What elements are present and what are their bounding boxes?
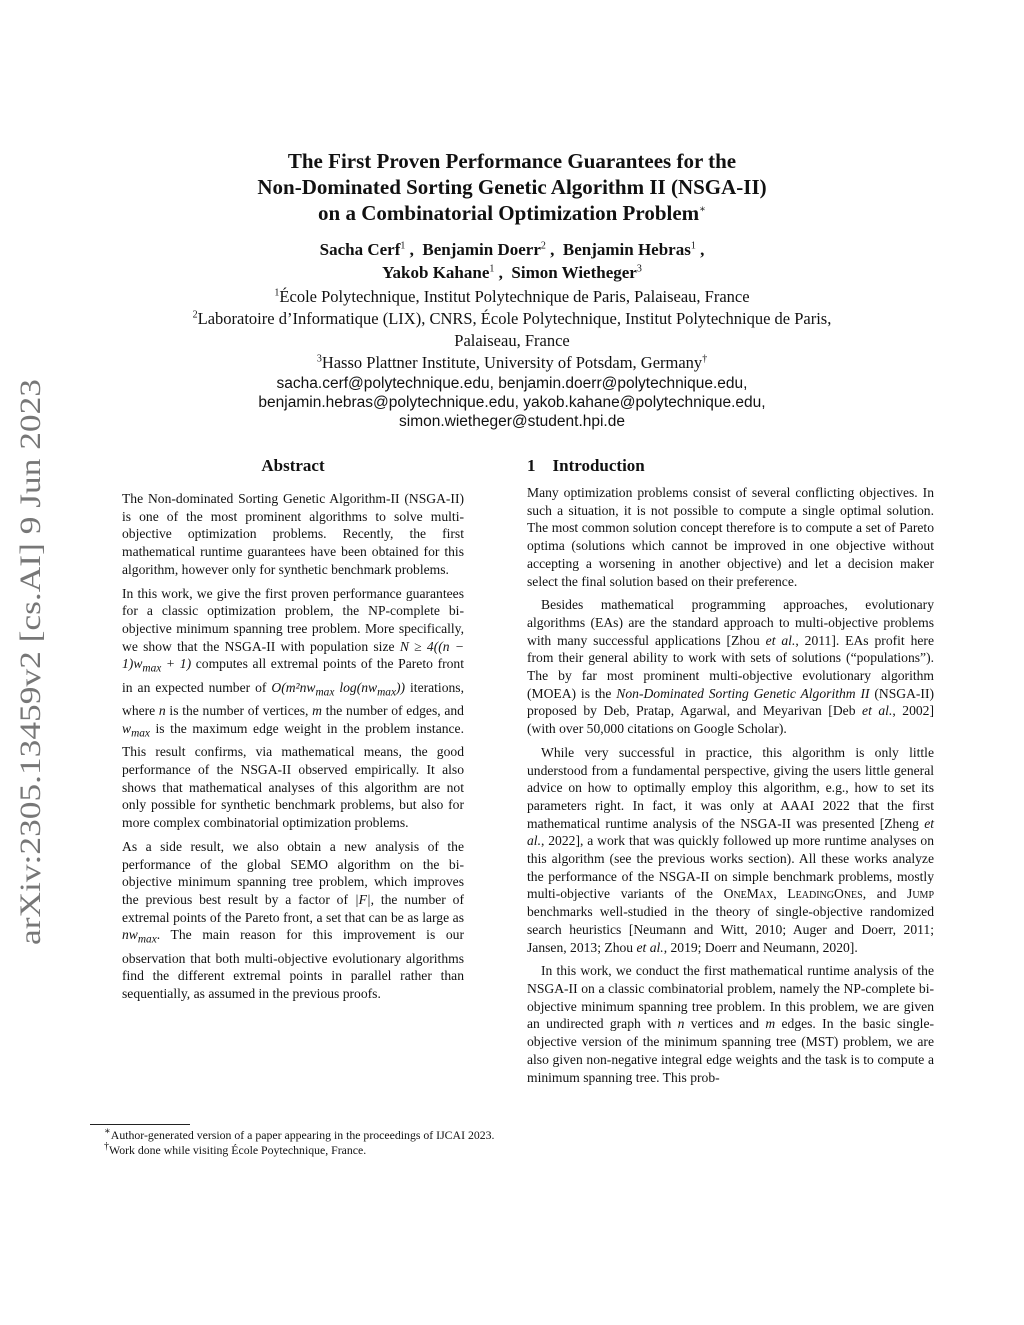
title-line-1: The First Proven Performance Guarantees for the [287, 149, 737, 173]
author-affil-mark: 2 [540, 240, 546, 252]
footnotes [90, 1128, 515, 1158]
footnote-text: Work done while visiting École Poytechnique, France. [109, 1143, 367, 1157]
benchmark-onemax: OneMax [723, 886, 774, 902]
text: edges. In the basic single-objective version of the minimum spanning tree (MST) problem, we are also given non-negative integral edge weights and the task is to compute a minimum spanning tree. This prob- [527, 1016, 935, 1085]
author-affil-mark: 1 [690, 240, 696, 252]
footnote-2 [90, 1143, 515, 1158]
abstract-paragraph-1: The Non-dominated Sorting Genetic Algorithm-II (NSGA-II) is one of the most prominent algorithms to solve multi-objective optimization problems. Recently, the first mathematical runtime guarantees have been obtained for this algorithm, however only for synthetic benchmark problems. [122, 491, 464, 577]
footnote-mark: ∗ [104, 1126, 111, 1138]
affiliation-2-cont: Palaiseau, France [454, 331, 570, 350]
arxiv-side-stamp [12, 378, 48, 948]
author-affil-mark: 1 [400, 240, 406, 252]
math-nwmax [122, 927, 157, 947]
author-name: Benjamin Hebras [562, 240, 691, 259]
title-line-2: Non-Dominated Sorting Genetic Algorithm II (NSGA-II) [257, 175, 767, 199]
math-sub: max [137, 934, 157, 947]
text: In this work, we conduct the first mathematical runtime analysis of the NSGA-II on a classic combinatorial problem, namely the NP-complete bi-objective minimum spanning tree problem. In this problem, we are given an undirected graph with [527, 963, 934, 1032]
math-front-size: |F| [354, 891, 371, 907]
affil-mark: 2 [192, 309, 198, 321]
section-number: 1 [527, 456, 536, 475]
math-part: )) [395, 679, 406, 695]
text: computes all extremal points of the Pareto front in an expected number of [122, 656, 465, 695]
math-sub: max [377, 686, 396, 699]
text: While very successful in practice, this algorithm is only little understood from a fundamental perspective, giving the users little general advice on how to optimally employ this algorithm, e.g., how to set its parameters right. In fact, it was only at AAAI 2022 that the first mathematical runtime analysis of the NSGA-II was presented [Zheng [527, 744, 934, 831]
text: , and [862, 886, 908, 902]
affil-dagger: † [702, 353, 708, 365]
affiliation-1 [100, 286, 924, 308]
benchmark-jump: Jump [907, 886, 935, 902]
text: In this work, we give the first proven performance guarantees for a classic optimization problem, the NP-complete bi-objective minimum spanning tree problem. More specifically, we show that the NSGA-II with population size [122, 585, 464, 654]
text: , the number of extremal points of the Pareto front, a set that can be as large as [122, 891, 464, 925]
text: vertices and [684, 1016, 766, 1032]
footnote-rule [90, 1124, 190, 1125]
title-footnote-mark: ∗ [699, 204, 706, 215]
footnote-1 [90, 1128, 515, 1143]
abstract-body [122, 490, 464, 1009]
math-sub: max [315, 686, 335, 699]
benchmark-leadingones: LeadingOnes [787, 886, 863, 902]
intro-paragraph-1: Many optimization problems consist of several conflicting objectives. In such a situation, it is not possible to compute a single optimal solution. The most common solution concept therefore is to compute a set of Pareto optima (solutions which cannot be improved in one objective without accepting a worsening in another objective) and let a decision maker select the final solution based on their preference. [527, 485, 934, 589]
text: , [773, 886, 788, 902]
intro-paragraph-3 [527, 744, 934, 956]
math-part: log(nw [334, 679, 378, 695]
math-runtime-bound [271, 679, 406, 699]
text: . The main reason for this improvement is our observation that both multi-objective evolutionary algorithms find the different extremal points in parallel rather than sequentially, as assumed in the previous proofs. [122, 927, 464, 1002]
math-n: n [158, 703, 166, 719]
text: the number of edges, and [322, 703, 464, 719]
affil-text: Hasso Plattner Institute, University of Potsdam, Germany [321, 353, 703, 372]
affiliation-3 [100, 352, 924, 374]
et-al: et al. [527, 815, 934, 849]
text: is the maximum edge weight in the problem instance. This result confirms, via mathematical means, the good performance of the NSGA-II observed empirically. It also shows that mathematical analyses of this algorithm are not only possible for synthetic benchmark problems, but also for more complex combinatorial optimization problems. [122, 720, 464, 831]
footnote-mark: † [104, 1141, 109, 1153]
author-affil-mark: 1 [489, 263, 495, 275]
abstract-paragraph-3 [122, 838, 464, 1003]
email-line-1: sacha.cerf@polytechnique.edu, benjamin.doerr@polytechnique.edu, [276, 375, 748, 392]
intro-heading [527, 456, 645, 476]
intro-body [527, 484, 934, 1092]
intro-paragraph-4 [527, 962, 934, 1086]
math-sub: max [131, 727, 150, 740]
affiliations [100, 286, 924, 374]
title-line-3-text: on a Combinatorial Optimization Problem [318, 201, 700, 225]
arxiv-stamp-text: arXiv:2305.13459v2 [cs.AI] 9 Jun 2023 [14, 465, 47, 945]
math-m: m [765, 1016, 776, 1032]
abstract-heading: Abstract [261, 456, 325, 475]
math-part: + 1) [161, 656, 192, 672]
text: (NSGA-II) proposed by Deb, Pratap, Agarwal, and Meyarivan [Deb [527, 685, 935, 719]
text: Besides mathematical programming approaches, evolutionary algorithms (EAs) are the standard approach to multi-objective problems with many successful applications [Zhou [527, 597, 934, 648]
author-name: Benjamin Doerr [422, 240, 541, 259]
author-name: Simon Wietheger [511, 263, 637, 282]
text: is the number of vertices, [165, 703, 313, 719]
title-line-3 [140, 200, 884, 226]
arxiv-stamp-svg [12, 378, 48, 948]
math-part: w [122, 720, 132, 736]
affil-text: École Polytechnique, Institut Polytechnique de Paris, Palaiseau, France [279, 287, 750, 306]
intro-paragraph-2 [527, 596, 934, 738]
math-part: N ≥ 4((n − 1)w [122, 638, 464, 672]
email-line-2: benjamin.hebras@polytechnique.edu, yakob.kahane@polytechnique.edu, [258, 394, 766, 411]
email-line-3: simon.wietheger@student.hpi.de [399, 413, 625, 430]
affil-mark: 1 [274, 287, 280, 299]
text: , 2011]. EAs profit here from their general ability to work with sets of solutions (“populations”). The by far most prominent multi-objective evolutionary algorithm (MOEA) is the [527, 632, 934, 701]
text: , 2002] (with over 50,000 citations on Google Scholar). [527, 703, 935, 737]
author-list [140, 238, 884, 284]
text: iterations, where [122, 679, 464, 719]
math-n: n [677, 1016, 685, 1032]
et-al: et al. [765, 632, 796, 648]
section-title: Introduction [552, 456, 645, 475]
text: , 2022], a work that was quickly followed up more runtime analyses on this algorithm (see the previous works section). All these works analyze the performance of the NSGA-II on simple benchmark problems, mostly multi-objective variants of the [527, 833, 934, 902]
affil-text: Laboratoire d’Informatique (LIX), CNRS, École Polytechnique, Institut Polytechnique de Paris, [197, 309, 832, 328]
text: , 2019; Doerr and Neumann, 2020]. [663, 939, 858, 955]
author-line-1: Sacha Cerf$^1$ , Benjamin Doerr$^2$ , Benjamin Hebras$^1$ , [319, 240, 705, 259]
affiliation-2 [100, 308, 924, 330]
et-al: et al. [636, 939, 664, 955]
math-part: O(m²nw [271, 679, 316, 695]
author-affil-mark: 3 [636, 263, 642, 275]
et-al: et al. [862, 703, 893, 719]
math-sub: max [142, 663, 162, 676]
author-line-2: Yakob Kahane$^1$ , Simon Wietheger$^3$ [382, 263, 642, 282]
footnote-text: Author-generated version of a paper appearing in the proceedings of IJCAI 2023. [110, 1128, 495, 1142]
math-wmax [122, 720, 150, 740]
text: benchmarks well-studied in the theory of single-objective randomized search heuristics [Neumann and Witt, 2010; Auger and Doerr, 2011; Jansen, 2013; Zhou [527, 904, 934, 955]
nsga-ii-name: Non-Dominated Sorting Genetic Algorithm II [616, 685, 870, 701]
text: As a side result, we also obtain a new analysis of the performance of the global SEMO algorithm on the bi-objective minimum spanning tree problem, which improves the previous best result by a factor of [122, 838, 464, 907]
author-emails [140, 374, 884, 431]
math-part: nw [122, 927, 138, 943]
math-m: m [312, 703, 322, 719]
paper-title [140, 148, 884, 226]
author-name: Sacha Cerf [319, 240, 401, 259]
author-name: Yakob Kahane [382, 263, 490, 282]
affil-mark: 3 [316, 353, 322, 365]
abstract-paragraph-2 [122, 585, 464, 832]
